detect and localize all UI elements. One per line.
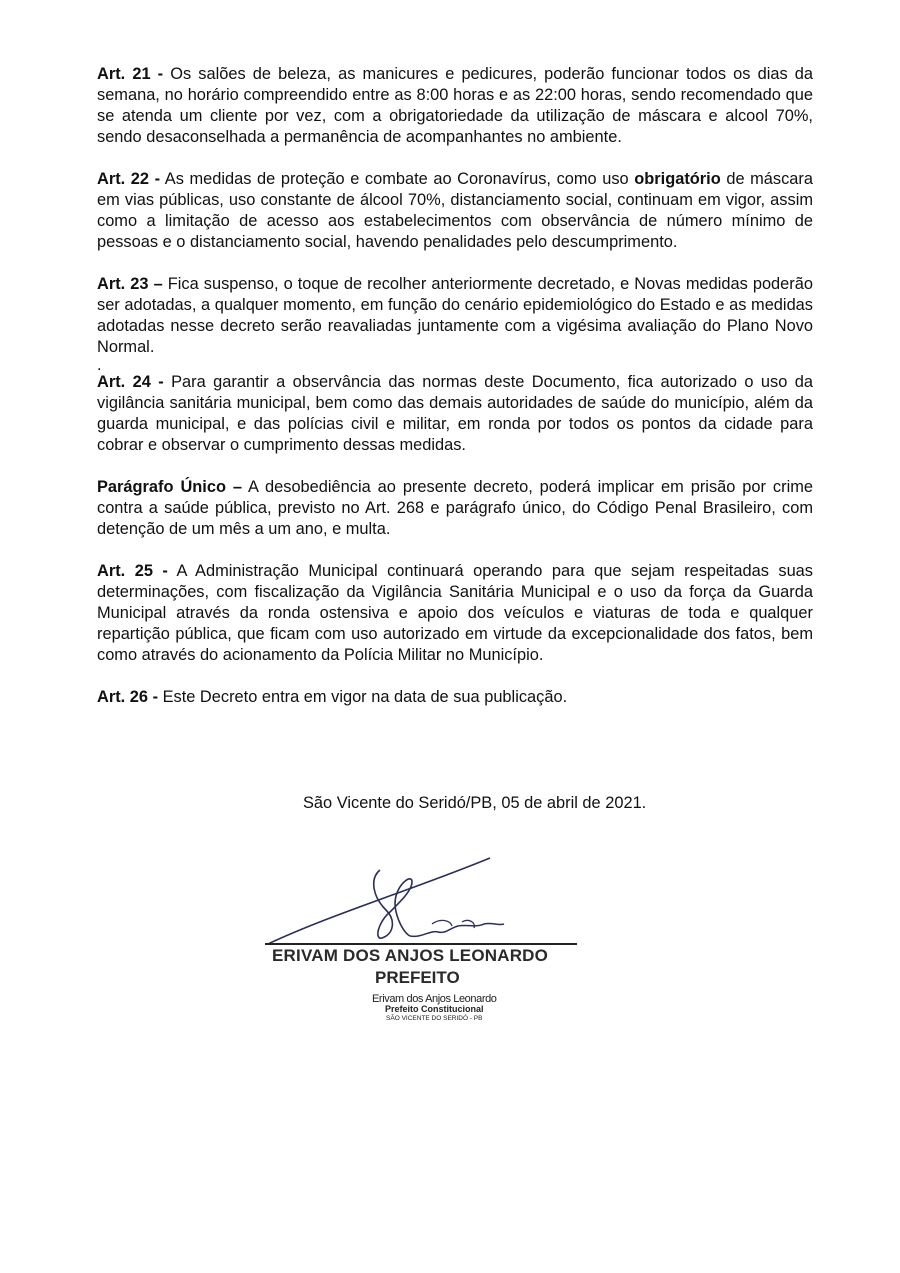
article-text: Fica suspenso, o toque de recolher anteriormente decretado, e Novas medidas poderão ser adotadas, a qualquer momento, em função do cenário epidemiológico do Estado e as medidas adotadas nesse decreto serão reavaliadas juntamente com a vigésima avaliação do Plano Novo Normal. [97,275,813,356]
paragrafo-unico [97,477,813,540]
stamp-title: Prefeito Constitucional [385,1004,484,1014]
article-text: Este Decreto entra em vigor na data de sua publicação. [158,688,568,706]
article-text: A desobediência ao presente decreto, poderá implicar em prisão por crime contra a saúde pública, previsto no Art. 268 e parágrafo único, do Código Penal Brasileiro, com detenção de um mês a um ano, e multa. [97,478,813,538]
article-26 [97,687,813,708]
article-label: Art. 25 - [97,562,168,580]
article-label: Art. 26 - [97,688,159,706]
article-24 [97,372,813,456]
document-body [97,64,813,729]
article-emphasis: obrigatório [634,170,721,188]
stamp-city: SÃO VICENTE DO SERIDÓ - PB [386,1015,483,1022]
signatory-role: PREFEITO [375,968,460,987]
stray-dot: . [97,356,102,374]
article-21 [97,64,813,148]
article-text: Para garantir a observância das normas deste Documento, fica autorizado o uso da vigilância sanitária municipal, bem como das demais autoridades de saúde do município, além da guarda municipal, e das polícias civil e militar, em ronda por todos os pontos da cidade para cobrar e observar o cumprimento dessas medidas. [97,373,813,454]
article-label: Art. 22 - [97,170,161,188]
article-22 [97,169,813,253]
article-text: Os salões de beleza, as manicures e pedicures, poderão funcionar todos os dias da semana, no horário compreendido entre as 8:00 horas e as 22:00 horas, sendo recomendado que se atenda um cliente por vez, com a obrigatoriedade da utilização de máscara e alcool 70%, sendo desaconselhada a permanência de acompanhantes no ambiente. [97,65,813,146]
article-text: de máscara em vias públicas, uso constante de álcool 70%, distanciamento social, continuam em vigor, assim como a limitação de acesso aos estabelecimentos com observância de número mínimo de pessoas e o distanciamento social, havendo penalidades pelo descumprimento. [97,170,813,251]
article-25 [97,561,813,666]
official-stamp [372,993,497,1022]
article-text: A Administração Municipal continuará operando para que sejam respeitadas suas determinações, com fiscalização da Vigilância Sanitária Municipal e o uso da força da Guarda Municipal através da ronda ostensiva e apoio dos veículos e viaturas de toda e qualquer repartição pública, que ficam com uso autorizado em virtude da excepcionalidade dos fatos, bem como através do acionamento da Polícia Militar no Município. [97,562,813,664]
signature-line [265,943,577,945]
article-label: Art. 21 - [97,65,164,83]
signatory-name: ERIVAM DOS ANJOS LEONARDO [272,946,549,965]
city-date: São Vicente do Seridó/PB, 05 de abril de 2021. [303,794,647,812]
handwritten-signature [262,852,582,952]
article-text: As medidas de proteção e combate ao Coronavírus, como uso [160,170,635,188]
stamp-name: Erivam dos Anjos Leonardo [372,993,497,1005]
article-label: Art. 24 - [97,373,164,391]
article-label: Art. 23 – [97,275,163,293]
article-label: Parágrafo Único – [97,478,243,496]
article-23 [97,274,813,358]
